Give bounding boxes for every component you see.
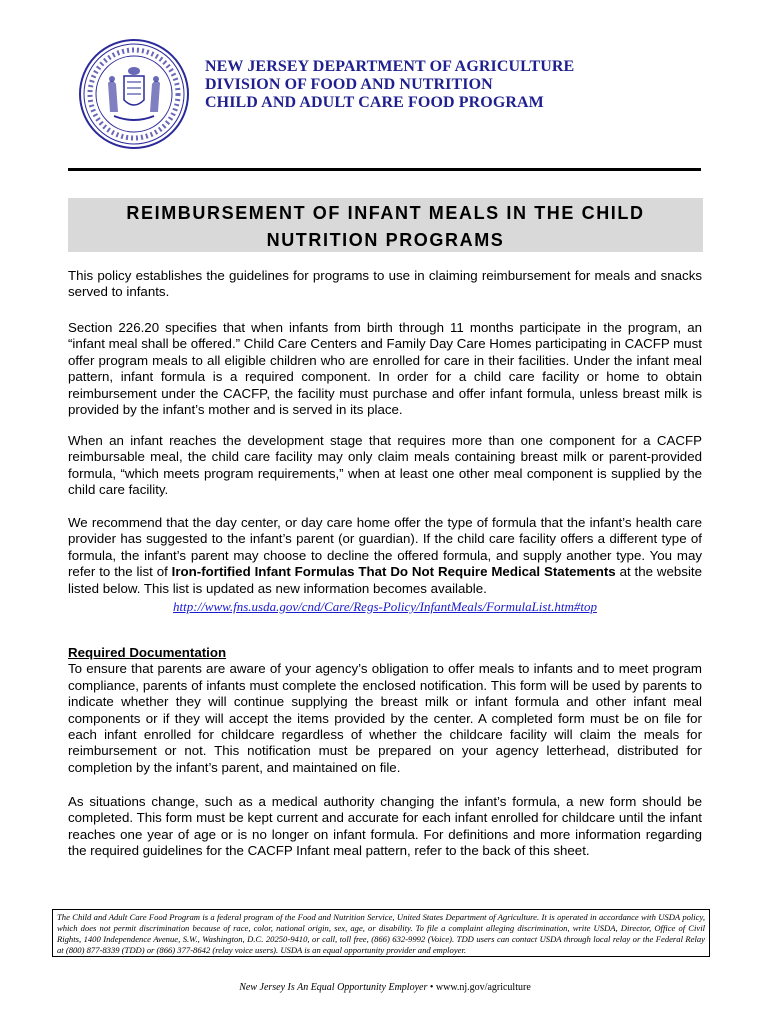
paragraph-section-226 — [68, 320, 702, 418]
formula-list-title: Iron-fortified Infant Formulas That Do Not Require Medical Statements — [171, 564, 616, 580]
equal-opportunity-text: New Jersey Is An Equal Opportunity Employer — [239, 982, 428, 993]
paragraph-intro — [68, 268, 702, 301]
paragraph-situations-change-text: As situations change, such as a medical authority changing the infant’s formula, a new form should be completed. This form must be kept current and accurate for each infant enrolled for childcare until the infant reaches one year of age or is no longer on infant formula. For definitions and more information regarding the required guidelines for the CACFP Infant meal pattern, refer to the back of this sheet. — [68, 794, 702, 859]
page-title — [68, 198, 703, 254]
bullet-separator: • — [429, 982, 434, 993]
org-line-program: CHILD AND ADULT CARE FOOD PROGRAM — [205, 94, 544, 111]
website-text: www.nj.gov/agriculture — [435, 982, 531, 993]
recommendation-text-end: at the website listed below. This list is updated as new information becomes available. — [68, 564, 703, 596]
org-line-division: DIVISION OF FOOD AND NUTRITION — [205, 76, 493, 93]
paragraph-development-stage-text: When an infant reaches the development stage that requires more than one component for a CACFP reimbursable meal, the child care facility may only claim meals containing breast milk or parent-provided formula, “which meets program requirements,” when at least one other meal component is supplied by the child care facility. — [68, 433, 702, 498]
paragraph-recommendation — [68, 515, 702, 615]
footer-line — [0, 982, 770, 993]
paragraph-recommendation-text — [68, 515, 702, 597]
nondiscrimination-text: The Child and Adult Care Food Program is a federal program of the Food and Nutrition Service, United States Department of Agriculture. It is operated in accordance with USDA policy, which does not permit discrimination because of race, color, national origin, sex, age, or disability. To file a complaint alleging discrimination, write USDA, Director, Office of Civil Rights, 1400 Independence Avenue, S.W., Washington, D.C. 20250-9410, or call, toll free, (866) 632-9992 (Voice). TDD users can contact USDA through local relay or the Federal Relay at (800) 877-8339 (TDD) or (866) 377-8642 (relay voice users). USDA is an equal opportunity provider and employer. — [57, 912, 705, 955]
required-documentation-heading: Required Documentation — [68, 645, 227, 660]
nondiscrimination-statement — [52, 909, 710, 957]
org-line-department: NEW JERSEY DEPARTMENT OF AGRICULTURE — [205, 58, 575, 75]
title-box — [68, 198, 703, 252]
formula-list-link[interactable]: http://www.fns.usda.gov/cnd/Care/Regs-Policy/InfantMeals/FormulaList.htm#top — [173, 599, 597, 615]
title-line-1: REIMBURSEMENT OF INFANT MEALS IN THE CHILD — [126, 203, 645, 223]
recommendation-text-start: We recommend that the day center, or day care home offer the type of formula that the infant’s health care provider has suggested to the infant’s parent (or guardian). If the child care facility offers a different type of formula, the infant’s parent may choose to decline the offered formula, and supply another type. You may refer to the list of — [68, 515, 702, 580]
paragraph-intro-text: This policy establishes the guidelines for programs to use in claiming reimbursement for meals and snacks served to infants. — [68, 268, 702, 300]
organization-heading — [205, 58, 574, 112]
paragraph-situations-change — [68, 794, 702, 860]
title-line-2: NUTRITION PROGRAMS — [266, 230, 505, 250]
paragraph-section-226-text: Section 226.20 specifies that when infants from birth through 11 months participate in the program, an “infant meal shall be offered.” Child Care Centers and Family Day Care Homes participating in CACFP must offer program meals to all eligible children who are enrolled for care in their facilities. Under the infant meal pattern, infant formula is a required component. In order for a child care facility or home to obtain reimbursement under the CACFP, the facility must purchase and offer infant formula, unless breast milk is provided by the infant’s mother and is served in its place. — [68, 320, 702, 418]
state-seal-icon — [78, 38, 190, 150]
section-required-documentation — [68, 645, 702, 776]
required-documentation-text: To ensure that parents are aware of your agency’s obligation to offer meals to infants and to meet program compliance, parents of infants must complete the enclosed notification. This form will be used by parents to indicate whether they will continue supplying the breast milk or infant formula and other infant meal components or if they will accept the items provided by the center. A completed form must be on file for each infant enrolled for childcare regardless of whether the childcare facility will claim the meals for reimbursement or not. This notification must be prepared on your agency letterhead, distributed for completion by the infant’s parent, and maintained on file. — [68, 661, 702, 775]
header-divider — [68, 168, 701, 171]
paragraph-development-stage — [68, 433, 702, 499]
